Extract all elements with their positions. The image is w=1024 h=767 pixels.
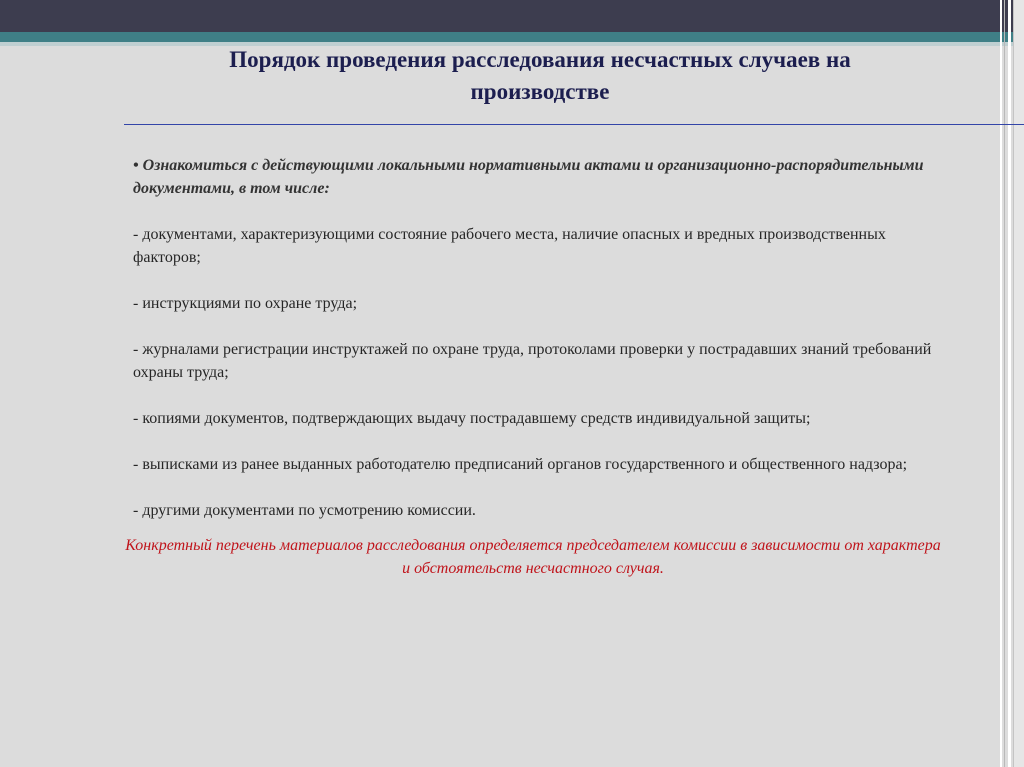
closing-note: Конкретный перечень материалов расследования определяется председателем комиссии в зависимости от характера и обстоятельств несчастного случая. <box>125 537 941 577</box>
list-item: - журналами регистрации инструктажей по охране труда, протоколами проверки у пострадавших знаний требований охраны труда; <box>133 341 932 381</box>
list-item: - другими документами по усмотрению комиссии. <box>133 502 476 519</box>
list-item: - выписками из ранее выданных работодателю предписаний органов государственного и общественного надзора; <box>133 456 908 473</box>
slide-top-bar <box>0 0 1024 32</box>
slide-right-rule <box>1004 0 1005 767</box>
list-item: - инструкциями по охране труда; <box>133 295 358 312</box>
slide-right-panel <box>1014 0 1024 767</box>
list-item: - копиями документов, подтверждающих выдачу пострадавшему средств индивидуальной защиты; <box>133 410 811 427</box>
slide-accent-stripe <box>0 32 1024 42</box>
title-underline <box>124 124 1024 125</box>
list-item: - документами, характеризующими состояние рабочего места, наличие опасных и вредных производственных факторов; <box>133 226 886 266</box>
slide-right-rule <box>1000 0 1002 767</box>
slide-title: Порядок проведения расследования несчастных случаев на производстве <box>229 47 851 104</box>
slide-right-rule <box>1008 0 1011 767</box>
slide-content <box>125 154 941 580</box>
intro-bullet: • Ознакомиться с действующими локальными нормативными актами и организационно-распорядительными документами, в том числе: <box>133 157 924 197</box>
